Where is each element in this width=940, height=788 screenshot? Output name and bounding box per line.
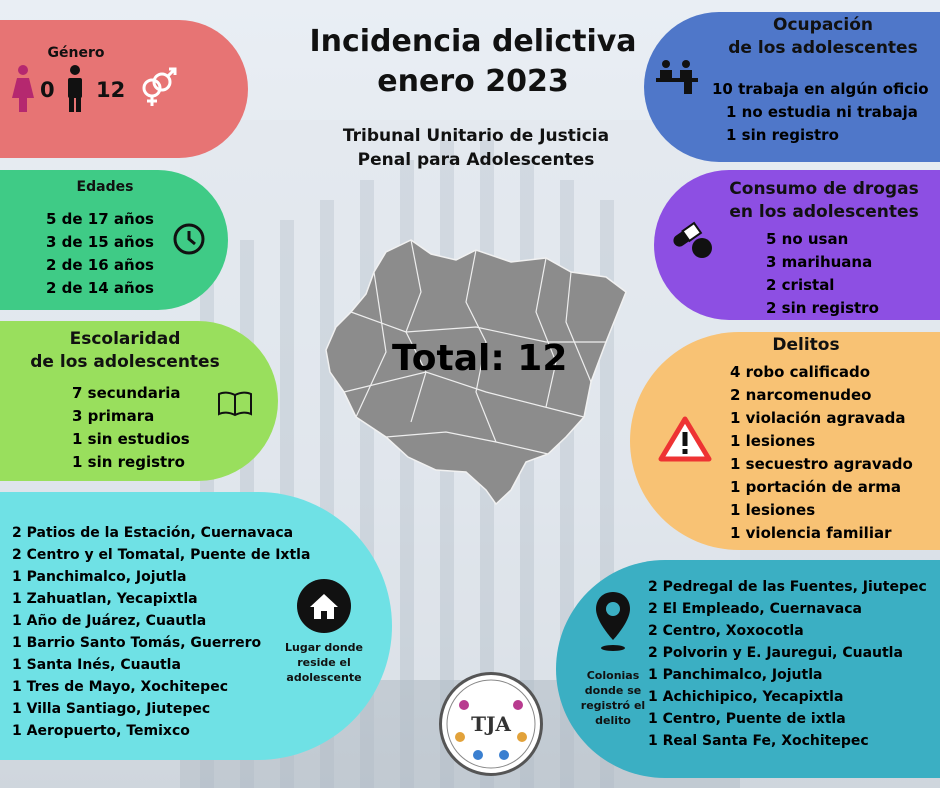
worker-icon [654, 58, 700, 94]
delitos-item: 1 lesiones [730, 432, 816, 450]
colonias-list [648, 576, 927, 752]
escolaridad-list [72, 382, 190, 474]
delitos-item: 1 secuestro agravado [730, 455, 913, 473]
lugar-item: 2 Centro y el Tomatal, Puente de Ixtla [12, 547, 311, 563]
lugar-item: 1 Barrio Santo Tomás, Guerrero [12, 635, 262, 651]
lugar-label-3: adolescente [286, 671, 362, 684]
delitos-title: Delitos [772, 335, 840, 355]
page-title [300, 22, 646, 102]
colonias-item: 1 Panchimalco, Jojutla [648, 667, 823, 683]
tja-logo-text: TJA [471, 712, 511, 736]
home-icon [296, 578, 352, 634]
colonias-item: 1 Achichipico, Yecapixtla [648, 689, 844, 705]
lugar-item: 2 Patios de la Estación, Cuernavaca [12, 525, 294, 541]
colonias-label-2: donde se [584, 684, 642, 697]
colonias-label-4: delito [595, 714, 631, 727]
warning-icon [658, 416, 712, 462]
colonias-label-3: registró el [580, 699, 646, 712]
edades-item: 5 de 17 años [46, 210, 154, 228]
colonias-item: 1 Centro, Puente de ixtla [648, 711, 846, 727]
subtitle-line-1: Tribunal Unitario de Justicia [342, 126, 610, 146]
colonias-item: 2 Polvorin y E. Jauregui, Cuautla [648, 645, 903, 661]
lugar-item: 1 Año de Juárez, Cuautla [12, 613, 207, 629]
clock-icon [172, 222, 206, 256]
lugar-label-2: reside el [297, 656, 351, 669]
colonias-item: 1 Real Santa Fe, Xochitepec [648, 733, 869, 749]
delitos-item: 2 narcomenudeo [730, 386, 872, 404]
ocupacion-item: 1 sin registro [726, 126, 839, 144]
delitos-list [730, 361, 913, 545]
delitos-item: 1 lesiones [730, 501, 816, 519]
lugar-list [12, 522, 310, 742]
edades-item: 2 de 14 años [46, 279, 154, 297]
delitos-item: 1 portación de arma [730, 478, 902, 496]
escolaridad-title-2: de los adolescentes [30, 352, 220, 372]
escolaridad-item: 1 sin estudios [72, 430, 190, 448]
drogas-title [704, 178, 940, 224]
edades-item: 2 de 16 años [46, 256, 154, 274]
tja-logo-graphic [442, 675, 540, 773]
lugar-item: 1 Aeropuerto, Temixco [12, 723, 190, 739]
lugar-item: 1 Panchimalco, Jojutla [12, 569, 187, 585]
drogas-title-2: en los adolescentes [729, 202, 919, 222]
escolaridad-item: 7 secundaria [72, 384, 181, 402]
gender-symbols-icon [140, 66, 178, 108]
colonias-item: 2 Pedregal de las Fuentes, Jiutepec [648, 579, 927, 595]
lugar-item: 1 Santa Inés, Cuautla [12, 657, 181, 673]
delitos-item: 4 robo calificado [730, 363, 871, 381]
location-pin-icon [594, 590, 632, 654]
male-icon [64, 64, 86, 114]
lugar-label [282, 640, 366, 685]
escolaridad-title-1: Escolaridad [69, 329, 181, 349]
escolaridad-title [20, 328, 230, 374]
colonias-item: 2 Centro, Xoxocotla [648, 623, 804, 639]
title-line-2: enero 2023 [377, 64, 569, 99]
male-count: 12 [96, 78, 126, 102]
ocupacion-title-1: Ocupación [773, 15, 873, 35]
escolaridad-item: 3 primara [72, 407, 155, 425]
ocupacion-title [712, 14, 934, 60]
delitos-item: 1 violencia familiar [730, 524, 892, 542]
colonias-label-1: Colonias [586, 669, 640, 682]
edades-list [46, 208, 154, 300]
subtitle [316, 124, 636, 172]
ocupacion-item: 1 no estudia ni trabaja [726, 103, 918, 121]
edades-item: 3 de 15 años [46, 233, 154, 251]
drogas-item: 5 no usan [766, 230, 849, 248]
subtitle-line-2: Penal para Adolescentes [357, 150, 595, 170]
drogas-list [766, 228, 879, 320]
genero-title: Género [47, 45, 105, 61]
ocupacion-title-2: de los adolescentes [728, 38, 918, 58]
escolaridad-item: 1 sin registro [72, 453, 185, 471]
drogas-item: 2 sin registro [766, 299, 879, 317]
delitos-item: 1 violación agravada [730, 409, 906, 427]
book-icon [216, 390, 254, 418]
title-line-1: Incidencia delictiva [309, 24, 637, 59]
lugar-label-1: Lugar donde [285, 641, 363, 654]
lugar-item: 1 Villa Santiago, Jiutepec [12, 701, 211, 717]
drogas-title-1: Consumo de drogas [729, 179, 919, 199]
female-icon [10, 64, 36, 114]
ocupacion-list [712, 78, 929, 147]
tja-logo [439, 672, 543, 776]
edades-title: Edades [76, 179, 134, 195]
drogas-item: 2 cristal [766, 276, 835, 294]
lugar-item: 1 Tres de Mayo, Xochitepec [12, 679, 228, 695]
total-count: Total: 12 [392, 338, 568, 379]
female-count: 0 [40, 78, 55, 102]
drogas-item: 3 marihuana [766, 253, 873, 271]
pills-icon [670, 220, 714, 260]
lugar-item: 1 Zahuatlan, Yecapixtla [12, 591, 198, 607]
ocupacion-item: 10 trabaja en algún oficio [712, 80, 929, 98]
colonias-item: 2 El Empleado, Cuernavaca [648, 601, 862, 617]
colonias-label [580, 668, 646, 728]
